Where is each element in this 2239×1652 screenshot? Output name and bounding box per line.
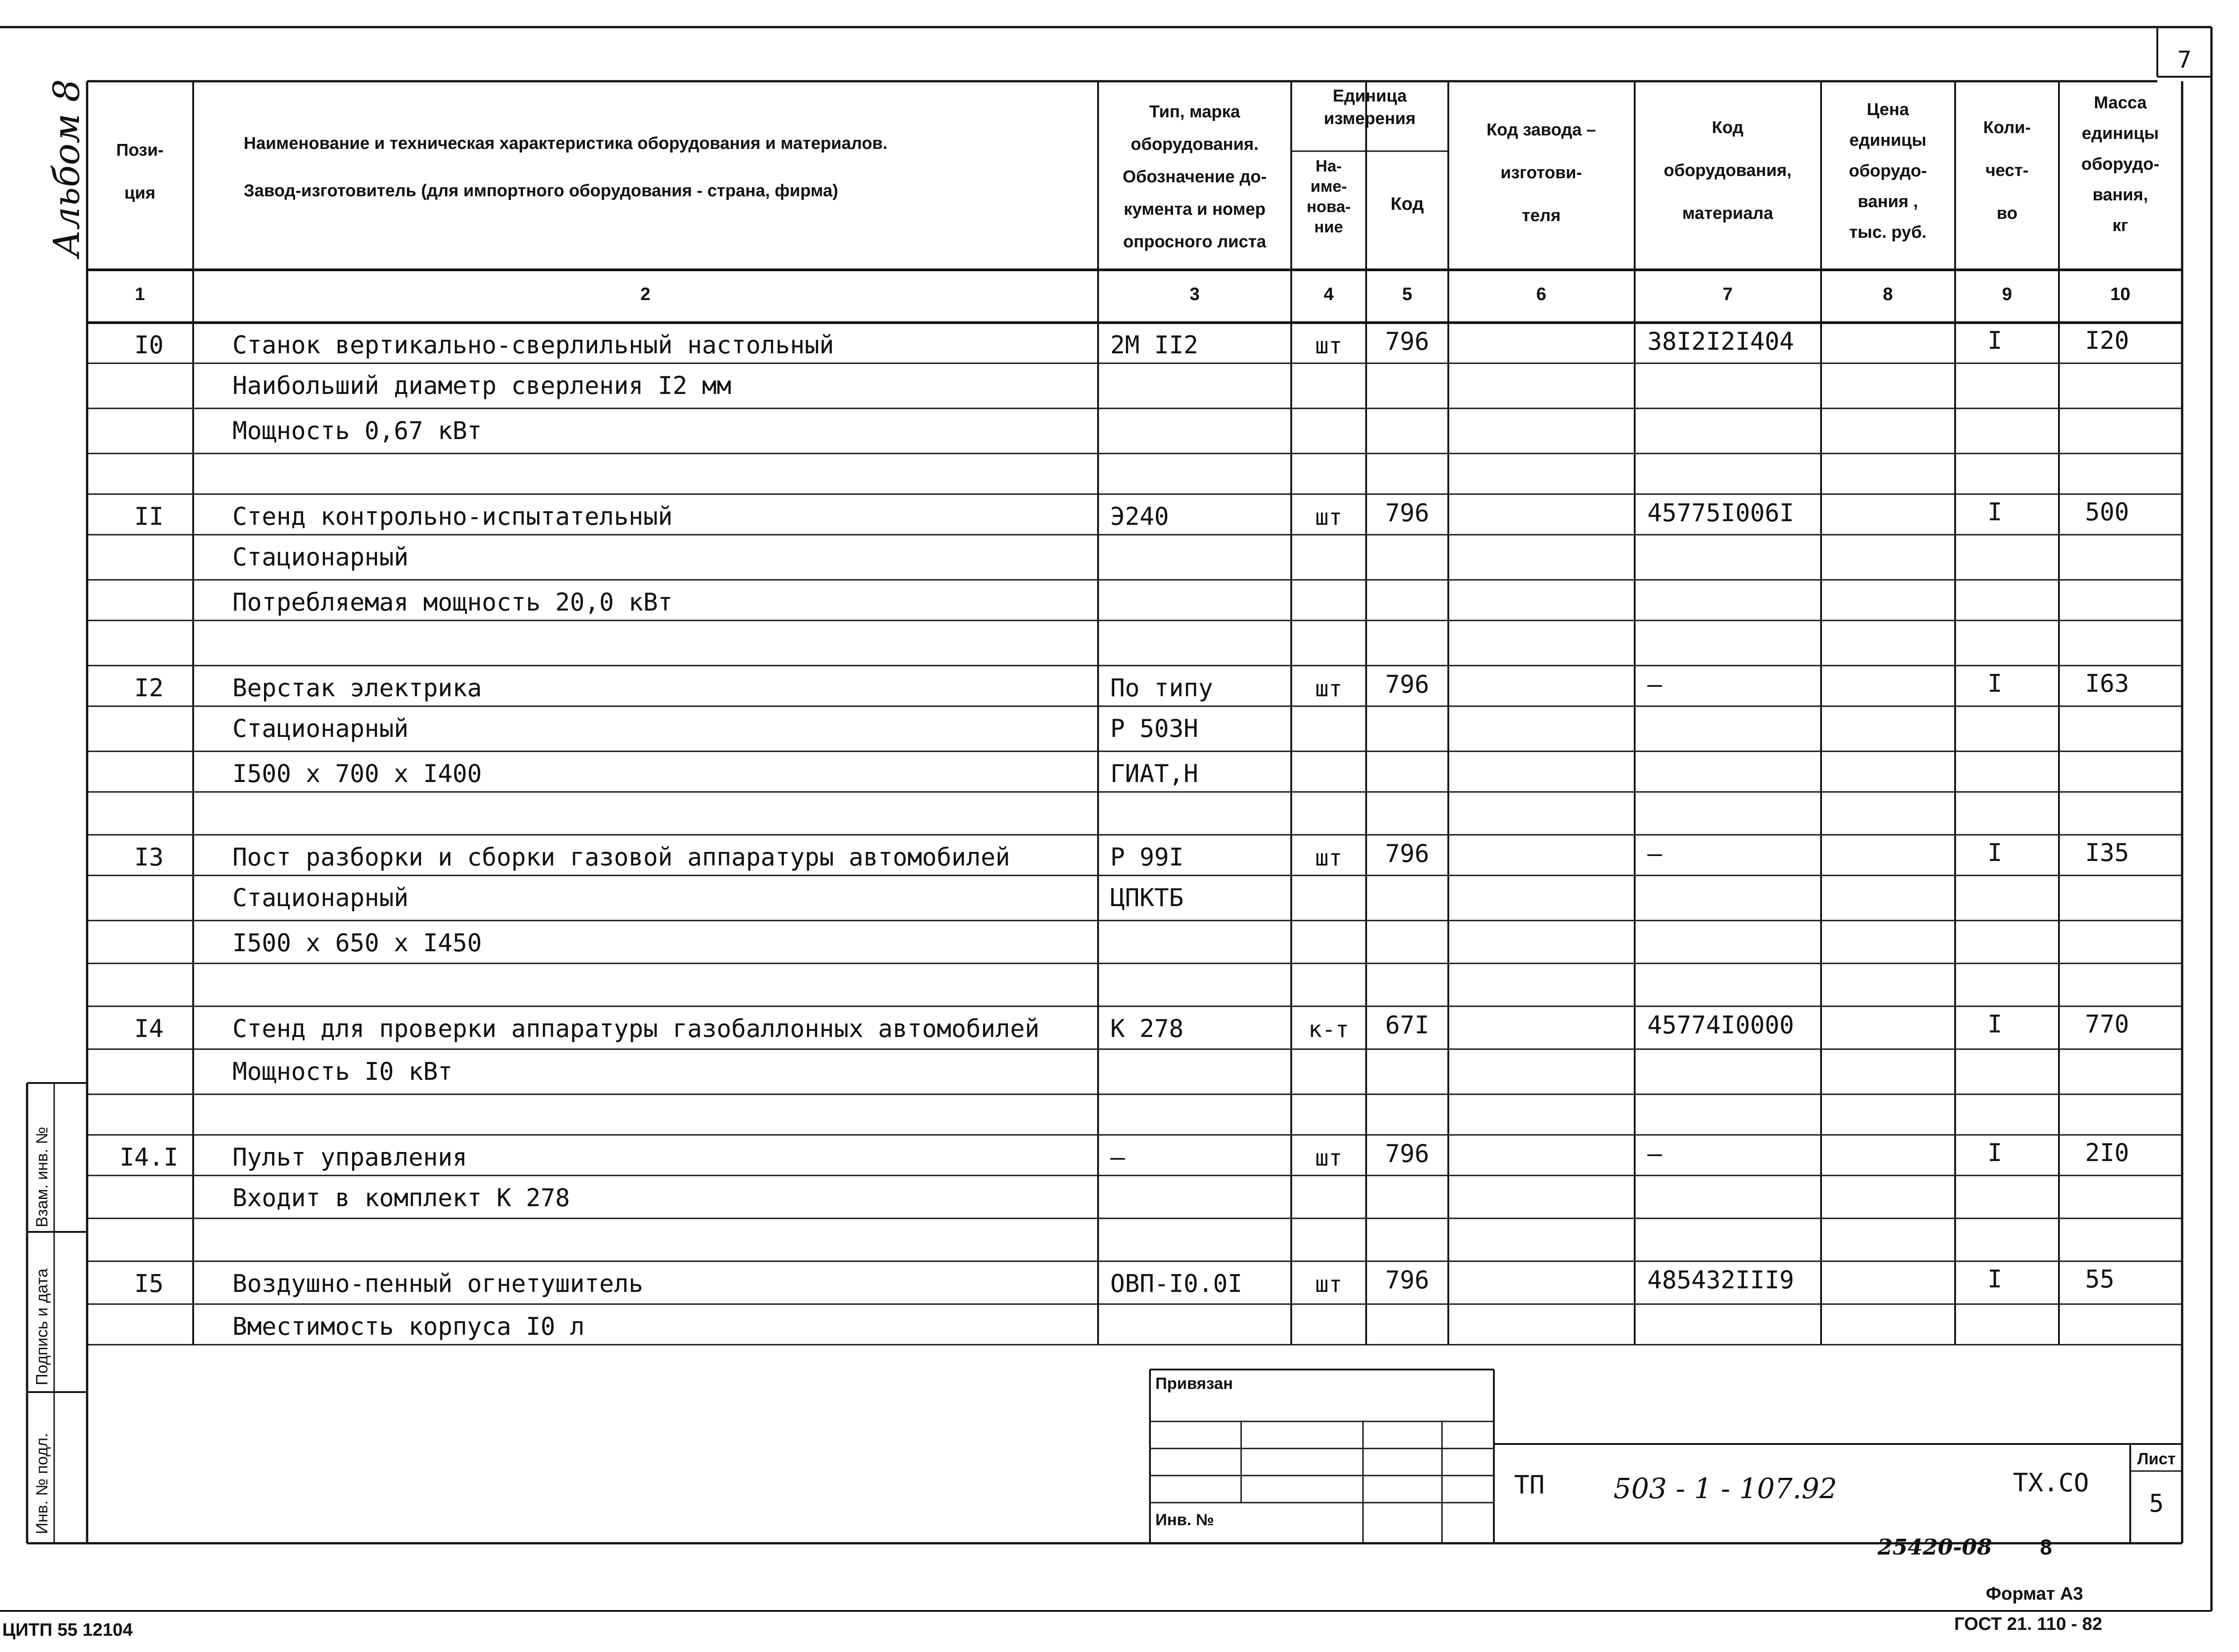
page-number: 7 bbox=[2177, 46, 2192, 74]
material-code-cell: – bbox=[1647, 839, 1662, 868]
mass-cell: 2I0 bbox=[2085, 1138, 2129, 1167]
type-cell: ОВП-I0.0I bbox=[1110, 1269, 1242, 1298]
gost-label: ГОСТ 21. 110 - 82 bbox=[1954, 1614, 2102, 1634]
album-note: Альбом 8 bbox=[46, 79, 88, 257]
unit-code-cell: 796 bbox=[1385, 670, 1429, 699]
column-header: кумента и номер bbox=[1123, 200, 1266, 219]
mass-cell: I63 bbox=[2085, 669, 2129, 698]
column-number: 9 bbox=[2002, 284, 2012, 304]
unit-cell: шт bbox=[1315, 333, 1343, 359]
column-header: Код bbox=[1391, 194, 1424, 214]
name-cell: I500 х 650 х I450 bbox=[232, 929, 482, 957]
quantity-cell: I bbox=[1987, 1138, 2003, 1167]
column-header: изготови- bbox=[1500, 163, 1582, 182]
column-header: тыс. руб. bbox=[1849, 223, 1927, 242]
format-label: Формат А3 bbox=[1986, 1584, 2083, 1604]
quantity-cell: I bbox=[1987, 669, 2003, 698]
column-header: кг bbox=[2112, 216, 2128, 235]
quantity-cell: I bbox=[1987, 1265, 2003, 1293]
column-header: Тип, марка bbox=[1149, 102, 1240, 121]
position-cell: I5 bbox=[134, 1269, 164, 1298]
column-number: 1 bbox=[134, 284, 145, 304]
unit-code-cell: 796 bbox=[1385, 1266, 1429, 1294]
column-header: чест- bbox=[1985, 161, 2029, 180]
position-cell: II bbox=[134, 502, 164, 531]
type-cell: Р 99I bbox=[1110, 843, 1184, 871]
column-header: На- bbox=[1315, 157, 1342, 175]
type-cell: 2М II2 bbox=[1110, 331, 1199, 359]
archive-sheet: 8 bbox=[2040, 1536, 2052, 1559]
document-suffix: ТХ.СО bbox=[2013, 1468, 2089, 1498]
type-cell: Э240 bbox=[1110, 502, 1169, 531]
column-number: 6 bbox=[1536, 284, 1547, 304]
sheet-label: Лист bbox=[2137, 1449, 2176, 1468]
unit-cell: к-т bbox=[1308, 1016, 1349, 1042]
name-cell: Станок вертикально-сверлильный настольный bbox=[232, 331, 834, 359]
name-cell: Входит в комплект К 278 bbox=[232, 1184, 570, 1212]
mass-cell: I20 bbox=[2085, 326, 2129, 355]
stamp-attached-label: Привязан bbox=[1155, 1374, 1233, 1393]
column-header: Код bbox=[1711, 118, 1744, 137]
quantity-cell: I bbox=[1987, 326, 2003, 355]
column-header: Пози- bbox=[116, 141, 164, 160]
position-cell: I4 bbox=[134, 1014, 164, 1043]
name-cell: Наибольший диаметр сверления I2 мм bbox=[232, 371, 732, 400]
name-cell: Мощность I0 кВт bbox=[232, 1057, 453, 1086]
material-code-cell: – bbox=[1647, 1139, 1662, 1168]
type-cell: ГИАТ,Н bbox=[1110, 759, 1199, 788]
column-header: Код завода – bbox=[1486, 120, 1596, 139]
column-header: вания , bbox=[1858, 192, 1918, 211]
name-cell: Стенд контрольно-испытательный bbox=[232, 502, 673, 531]
name-cell: Вместимость корпуса I0 л bbox=[232, 1312, 585, 1341]
unit-code-cell: 796 bbox=[1385, 839, 1429, 868]
name-cell: Мощность 0,67 кВт bbox=[232, 416, 482, 445]
column-header: оборудо- bbox=[2081, 155, 2160, 174]
material-code-cell: 45774I0000 bbox=[1647, 1011, 1794, 1039]
unit-cell: шт bbox=[1315, 845, 1343, 871]
position-cell: I0 bbox=[134, 331, 164, 359]
column-header: теля bbox=[1521, 206, 1561, 225]
column-number: 2 bbox=[640, 284, 651, 304]
material-code-cell: 485432III9 bbox=[1647, 1266, 1794, 1294]
column-header: Обозначение до- bbox=[1122, 167, 1267, 186]
name-cell: Стационарный bbox=[232, 543, 409, 571]
column-header: Наименование и техническая характеристика оборудования и материалов. bbox=[244, 134, 888, 153]
archive-number: 25420-08 bbox=[1877, 1535, 1992, 1560]
type-cell: По типу bbox=[1110, 674, 1213, 702]
column-header: оборудования, bbox=[1664, 161, 1792, 180]
column-number: 7 bbox=[1722, 284, 1733, 304]
column-header: измерения bbox=[1324, 109, 1416, 128]
name-cell: I500 х 700 х I400 bbox=[232, 759, 482, 788]
column-header: во bbox=[1996, 204, 2018, 223]
quantity-cell: I bbox=[1987, 498, 2003, 526]
mass-cell: I35 bbox=[2085, 838, 2129, 867]
material-code-cell: – bbox=[1647, 670, 1662, 699]
name-cell: Пульт управления bbox=[232, 1143, 468, 1171]
sheet-number: 5 bbox=[2149, 1489, 2164, 1518]
mass-cell: 55 bbox=[2085, 1265, 2115, 1293]
name-cell: Воздушно-пенный огнетушитель bbox=[232, 1269, 644, 1298]
column-header: материала bbox=[1682, 204, 1773, 223]
column-header: Коли- bbox=[1983, 118, 2031, 137]
column-header: Цена bbox=[1867, 100, 1909, 119]
mass-cell: 770 bbox=[2085, 1010, 2129, 1038]
column-header: вания, bbox=[2092, 185, 2148, 204]
unit-code-cell: 796 bbox=[1385, 1139, 1429, 1168]
stamp-inv-label: Инв. № bbox=[1155, 1510, 1214, 1529]
position-cell: I3 bbox=[134, 843, 164, 871]
name-cell: Потребляемая мощность 20,0 кВт bbox=[232, 588, 673, 616]
side-label: Инв. № подл. bbox=[32, 1433, 51, 1534]
column-header: Единица bbox=[1332, 87, 1407, 106]
unit-cell: шт bbox=[1315, 1145, 1343, 1171]
type-cell: – bbox=[1110, 1143, 1125, 1171]
side-label: Взам. инв. № bbox=[32, 1126, 51, 1227]
unit-code-cell: 796 bbox=[1385, 327, 1429, 356]
column-header: име- bbox=[1310, 177, 1347, 195]
column-number: 10 bbox=[2110, 284, 2131, 304]
quantity-cell: I bbox=[1987, 838, 2003, 867]
column-number: 3 bbox=[1189, 284, 1200, 304]
org-label: ЦИТП 55 12104 bbox=[2, 1620, 133, 1640]
name-cell: Верстак электрика bbox=[232, 674, 482, 702]
column-header: единицы bbox=[1849, 131, 1927, 150]
unit-cell: шт bbox=[1315, 1271, 1343, 1297]
unit-code-cell: 67I bbox=[1385, 1011, 1429, 1039]
column-number: 8 bbox=[1882, 284, 1893, 304]
name-cell: Стационарный bbox=[232, 714, 409, 743]
type-cell: К 278 bbox=[1110, 1014, 1184, 1043]
unit-cell: шт bbox=[1315, 504, 1343, 530]
unit-code-cell: 796 bbox=[1385, 499, 1429, 527]
column-header: нова- bbox=[1307, 197, 1351, 216]
quantity-cell: I bbox=[1987, 1010, 2003, 1038]
position-cell: I4.I bbox=[119, 1143, 179, 1171]
unit-cell: шт bbox=[1315, 676, 1343, 702]
column-header: ция bbox=[124, 184, 156, 203]
column-header: Масса bbox=[2094, 93, 2147, 112]
side-label: Подпись и дата bbox=[32, 1268, 51, 1385]
column-header: ние bbox=[1314, 217, 1343, 236]
type-cell: Р 503Н bbox=[1110, 714, 1199, 743]
title-prefix: ТП bbox=[1514, 1471, 1545, 1500]
material-code-cell: 38I2I2I404 bbox=[1647, 327, 1794, 356]
name-cell: Пост разборки и сборки газовой аппаратуры автомобилей bbox=[232, 843, 1011, 871]
column-header: оборудо- bbox=[1849, 162, 1927, 180]
mass-cell: 500 bbox=[2085, 498, 2129, 526]
name-cell: Стационарный bbox=[232, 884, 409, 912]
column-header: оборудования. bbox=[1131, 135, 1259, 154]
document-number: 503 - 1 - 107.92 bbox=[1613, 1472, 1837, 1505]
material-code-cell: 45775I006I bbox=[1647, 499, 1794, 527]
column-number: 4 bbox=[1323, 284, 1334, 304]
type-cell: ЦПКТБ bbox=[1110, 884, 1184, 912]
name-cell: Стенд для проверки аппаратуры газобаллонных автомобилей bbox=[232, 1014, 1040, 1043]
column-header: Завод-изготовитель (для импортного оборудования - страна, фирма) bbox=[244, 181, 839, 200]
column-header: единицы bbox=[2081, 124, 2159, 143]
position-cell: I2 bbox=[134, 674, 164, 702]
column-number: 5 bbox=[1402, 284, 1413, 304]
column-header: опросного листа bbox=[1123, 232, 1266, 251]
